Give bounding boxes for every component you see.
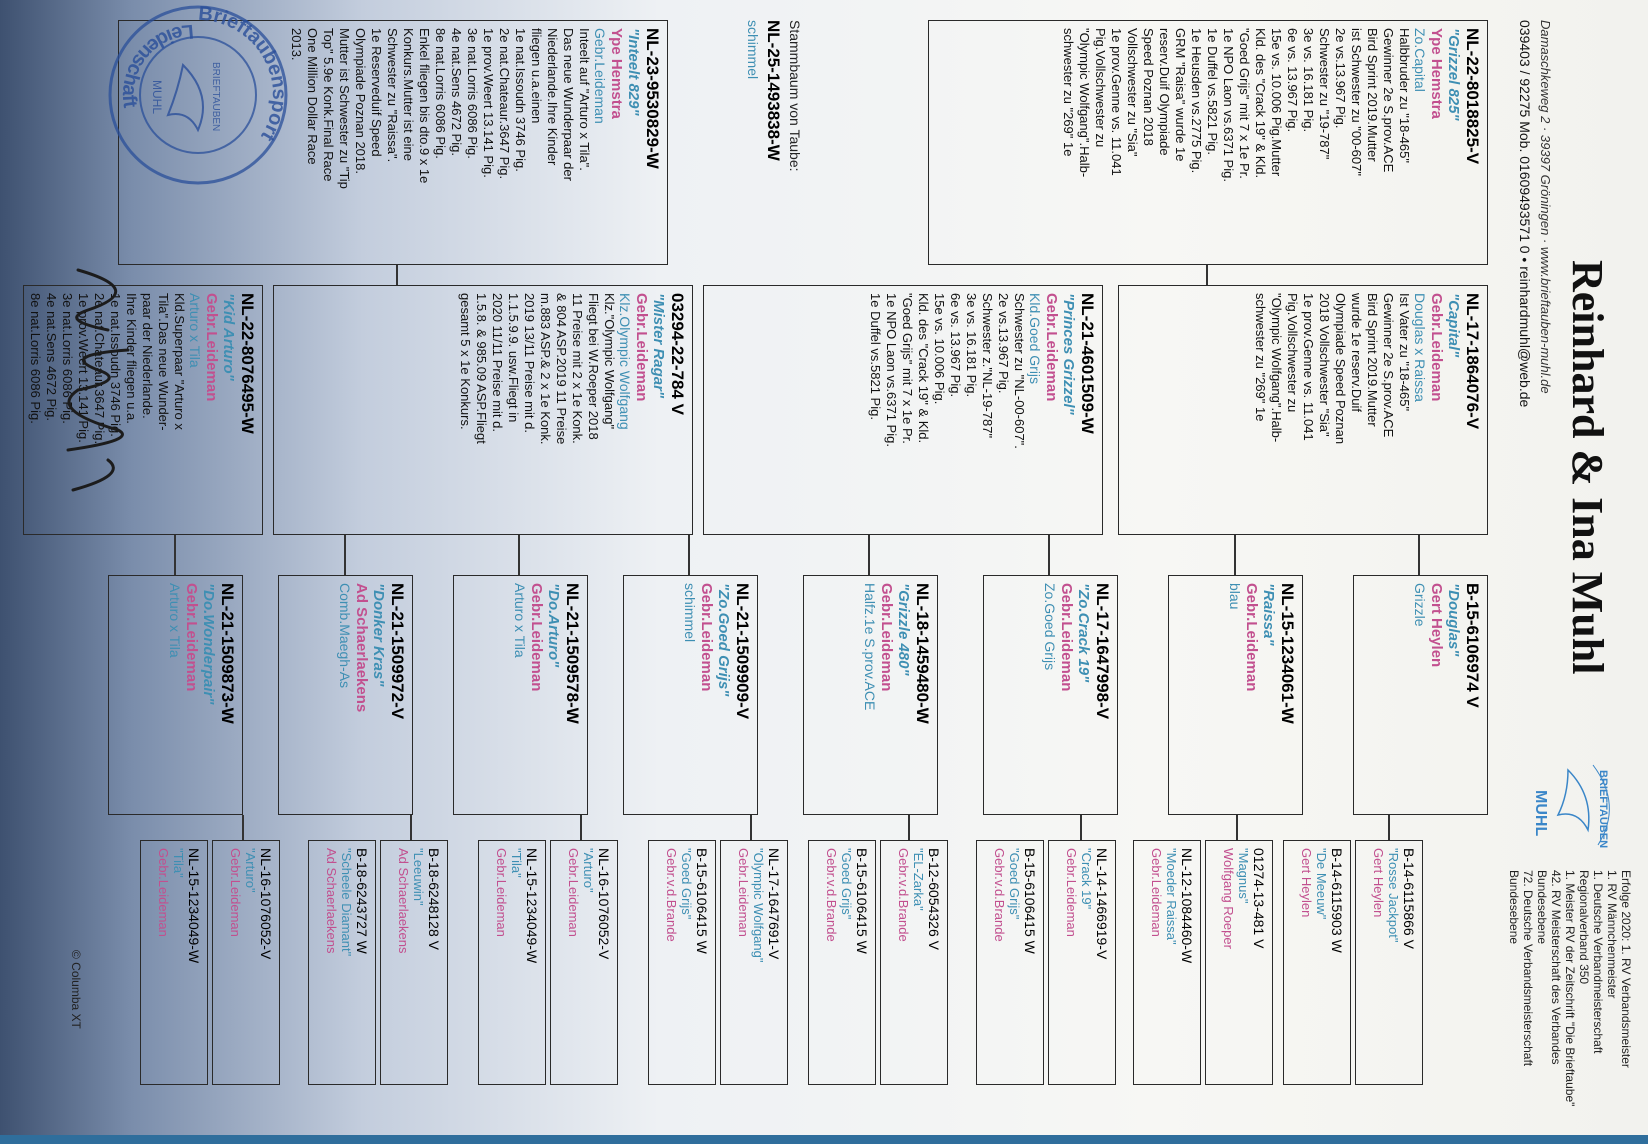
gen4-ring: NL-16-1076052-V <box>258 848 274 960</box>
gen3-ring: NL-21-1509873-W <box>218 583 237 724</box>
gen4-breeder: Gebr.Leideman <box>494 848 509 937</box>
connector-line <box>1419 535 1421 575</box>
gen4-breeder: Ad Schaerlaekens <box>396 848 411 954</box>
pigeon-logo-icon <box>1528 750 1628 860</box>
connector-line <box>345 535 347 575</box>
gen2-ring: NL-17-1864076-V <box>1463 293 1482 430</box>
dam-ring: NL-23-9530829-W <box>643 28 662 169</box>
gen4-box-4 <box>1133 840 1201 1085</box>
gen4-ring: B-15-6106415 W <box>694 848 710 954</box>
gen4-nickname: "Tila" <box>509 848 524 878</box>
gen3-box-7 <box>278 575 413 815</box>
gen4-ring: NL-15-1234049-W <box>524 848 540 964</box>
contact-line: 039403 / 92275 Mob. 01609493571 0 • reinhardmuhl@web.de <box>1517 20 1533 408</box>
gen4-breeder: Gert Heylen <box>1299 848 1314 918</box>
gen2-nickname: "Mister Ragar" <box>650 293 667 399</box>
connector-line <box>909 815 911 840</box>
gen2-box-3 <box>273 285 693 535</box>
copyright: © Columba XT <box>69 950 83 1029</box>
gen3-box-8 <box>108 575 243 815</box>
connector-line <box>243 815 245 840</box>
gen3-breeder: Gebr.Leideman <box>878 583 895 692</box>
gen4-box-10 <box>648 840 716 1085</box>
gen4-nickname: "Arturo" <box>243 848 258 893</box>
gen4-nickname: "Scheele Diamant" <box>339 848 354 957</box>
gen2-nickname: "Kid Arturo" <box>220 293 237 381</box>
gen4-ring: B-15-6106415 W <box>1022 848 1038 954</box>
address-line: Damaschkeweg 2 · 39397 Gröningen · www.brieftauben-muhl.de <box>1538 20 1553 394</box>
gen4-nickname: "Arturo" <box>581 848 596 893</box>
gen3-nickname: "Donker Kras" <box>370 583 387 687</box>
gen3-parents: Zo.Goed Grijs <box>1042 583 1058 671</box>
gen4-ring: B-14-6115903 W <box>1329 848 1345 953</box>
connector-line <box>1207 265 1209 285</box>
gen3-box-4 <box>803 575 938 815</box>
gen2-breeder: Gebr.Leideman <box>1043 293 1060 402</box>
connector-line <box>1049 535 1051 575</box>
success-list: Erfolge 2020: 1. RV Verbandsmeister 1. RV Männchenmeister 1. Deutsche Verbandmeisterschaft Regionalverband 350 1. Meister RV der Zeitschrift "Die Brieftaube" 42. RV Meisterschaft des Verbandes Bundesebene 72. Deutsche Verbandsmeisterschaft Bundesebene <box>1507 870 1633 1107</box>
gen3-ring: NL-21-1509578-W <box>563 583 582 724</box>
gen4-breeder: Ad Schaerlaekens <box>324 848 339 954</box>
club-stamp-icon <box>103 0 293 190</box>
gen2-parents: Klz.Olympic Wolfgang <box>617 293 633 430</box>
gen4-breeder: Gert Heylen <box>1371 848 1386 918</box>
gen2-breeder: Gebr.Leideman <box>1428 293 1445 402</box>
gen4-box-15 <box>212 840 280 1085</box>
connector-line <box>1389 815 1391 840</box>
connector-line <box>869 535 871 575</box>
connector-line <box>581 815 583 840</box>
gen2-parents: Kld.Goed Grijs <box>1027 293 1043 385</box>
gen3-box-6 <box>453 575 588 815</box>
gen4-box-5 <box>1048 840 1116 1085</box>
gen2-parents: Douglas x Raissa <box>1412 293 1428 402</box>
gen4-breeder: Gebr.Leideman <box>566 848 581 937</box>
connector-line <box>519 535 521 575</box>
gen4-box-6 <box>976 840 1044 1085</box>
connector-line <box>1081 815 1083 840</box>
gen4-box-7 <box>880 840 948 1085</box>
gen3-ring: NL-21-1509972-V <box>388 583 407 720</box>
gen4-nickname: "EL-Zarka" <box>911 848 926 911</box>
gen3-nickname: "Do.Arturo" <box>545 583 562 668</box>
connector-line <box>397 265 399 285</box>
gen3-box-1 <box>1353 575 1488 815</box>
sire-nickname: "Grizzel 825" <box>1445 28 1462 121</box>
gen2-notes: Kld.Superpaar "Arturo x Tila".Das neue Wunder- paar der Niederlande. Ihre Kinder fliegen u.a. 1e nat.Issoudn 3746 Pig. 2e nat.Chateaur.3647 Pig. 1e prov.Weert 13.141 Pig. 3e nat.Lorris 6086 Pig. 4e nat.Sens 4672 Pig. 8e nat.Lorris 6086 Pig. <box>28 293 187 445</box>
gen4-breeder: Gebr.v.d.Brande <box>824 848 839 942</box>
stamp-inner-text: BRIEFTAUBEN <box>210 62 221 132</box>
gen3-breeder: Ad Schaerlaekens <box>353 583 370 713</box>
gen2-notes: Schwester zu "NL-00-607". 2e vs.13.967 Pig. Schwester z."NL-19-787" 3e vs. 16.181 Pig. 6e vs. 13.967 Pig. 15e vs. 10.006 Pig. Kld. des "Crack 19" & Kld. "Goed Grijs" mit 7 x 1e Pr. 1e NPO Laon vs.6371 Pig. 1e Duffel vs.5821 Pig. <box>868 293 1027 449</box>
dam-notes: Inteelt auf "Arturo x Tila". Das neue Wunderpaar der Niederlande.Ihre Kinder fliegen u.a.einen 1e nat.Issoudn 3746 Pig. 2e nat.Chateaur.3647 Pig. 1e prov.Weert 13.141 Pig. 3e nat.Lorris 6086 Pig. 4e nat.Sens 4672 Pig. 8e nat.Lorris 6086 Pig. Enkel fliegen bis dto.9 x 1e Konkurs.Mutter ist eine Schwester zu "Raissa". 1e Reserveduif Speed Olympiade Poznan 2018. Mutter ist Schwester zu "Tip Top" 5.9e Konk.Final Race One Million Dollar Race 2013. <box>289 28 592 189</box>
gen4-breeder: Gebr.v.d.Brande <box>992 848 1007 942</box>
subject-box <box>745 20 918 260</box>
gen4-nickname: "Magnus" <box>1236 848 1251 904</box>
connector-line <box>1237 815 1239 840</box>
gen2-ring: NL-21-4601509-W <box>1078 293 1097 434</box>
gen4-ring: B-18-6248128 V <box>426 848 442 950</box>
sire-notes: Halbbruder zu "18-465" Gewinner 2e S.prov.ACE Bird Sprint 2019.Mutter ist Schwester zu "00-607" 2e vs.13.967 Pig. Schwester zu "19-787" 3e vs. 16.181 Pig. 6e vs. 13.967 Pig. 15e vs. 10.006 Pig.Mutter Kld. des "Crack 19" & Kld. "Goed Grijs" mit 7 x 1e Pr. 1e NPO Laon vs.6371 Pig. 1e Duffel vs.5821 Pig. 1e Heusden vs.2775 Pig. GRM "Raisa" wurde 1e reserv.Duif Olympiade Speed Poznan 2018 Vollschwester zu "Sia" 1e prov.Genne vs. 11.041 Pig.Vollschwester zu "Olympic Wolfgang".Halb- schwester zu "269" 1e <box>1061 28 1412 182</box>
gen2-parents: Arturo x Tila <box>187 293 203 368</box>
gen4-ring: NL-12-1084460-W <box>1179 848 1195 964</box>
gen2-box-1 <box>1118 285 1488 535</box>
gen4-breeder: Gebr.v.d.Brande <box>896 848 911 942</box>
gen4-nickname: "Moeder Raissa" <box>1164 848 1179 945</box>
gen4-ring: B-18-6243727 W <box>354 848 370 954</box>
gen3-nickname: "Douglas" <box>1445 583 1462 657</box>
gen4-nickname: "Goed Grijs" <box>679 848 694 920</box>
gen3-ring: NL-17-1647998-V <box>1093 583 1112 720</box>
gen4-breeder: Gebr.Leideman <box>736 848 751 937</box>
gen4-box-11 <box>550 840 618 1085</box>
gen4-breeder: Gebr.Leideman <box>228 848 243 937</box>
gen2-nickname: "Capital" <box>1445 293 1462 358</box>
gen4-nickname: "Tila" <box>171 848 186 878</box>
connector-line <box>411 815 413 840</box>
gen4-box-3 <box>1205 840 1273 1085</box>
gen4-box-1 <box>1355 840 1423 1085</box>
gen4-nickname: "De Meeuw" <box>1314 848 1329 920</box>
gen4-ring: NL-16-1076052-V <box>596 848 612 960</box>
stamp-inner-text-2: MUHL <box>150 80 164 115</box>
logo-text-top: BRIEFTAUBEN <box>1597 770 1609 849</box>
gen4-nickname: "Goed Grijs" <box>1007 848 1022 920</box>
connector-line <box>175 535 177 575</box>
gen2-notes: Ist Vater zu "18-465" Gewinner 2e S.prov.ACE Bird Sprint 2019.Mutter wurde 1e reserv.Duif Olympiade Speed Poznan 2018 Vollschwester "Sia" 1e prov.Genne vs. 11.041 Pig.Vollschwester zu "Olympic Wolfgang".Halb- schwester zu "269" 1e <box>1253 293 1412 445</box>
gen3-ring: NL-21-1509909-V <box>733 583 752 720</box>
gen4-box-2 <box>1283 840 1351 1085</box>
gen3-box-3 <box>983 575 1118 815</box>
gen4-nickname: "Olympic Wolfgang" <box>751 848 766 963</box>
gen3-parents: schimmel <box>682 583 698 643</box>
gen3-nickname: "Zo.Goed Grijs" <box>715 583 732 697</box>
subject-ring: NL-25-1493838-W <box>764 20 783 161</box>
gen3-breeder: Gebr.Leideman <box>1243 583 1260 692</box>
dam-nickname: "Inteelt 829" <box>625 28 642 116</box>
gen2-box-2 <box>703 285 1103 535</box>
gen4-breeder: Gebr.v.d.Brande <box>664 848 679 942</box>
gen3-nickname: "Do.Wonderpair" <box>200 583 217 705</box>
gen4-ring: B-15-6106415 W <box>854 848 870 954</box>
gen4-breeder: Gebr.Leideman <box>1149 848 1164 937</box>
signature-icon <box>28 260 168 500</box>
sire-parents: Zo.Capital <box>1412 28 1428 92</box>
gen4-nickname: "Rosse Jackpot" <box>1386 848 1401 943</box>
gen3-ring: NL-18-1459480-W <box>913 583 932 724</box>
gen4-nickname: "Leeuwin" <box>411 848 426 906</box>
gen3-breeder: Gert Heylen <box>1428 583 1445 668</box>
connector-line <box>689 535 691 575</box>
gen4-nickname: "Goed Grijs" <box>839 848 854 920</box>
gen4-ring: NL-15-1234049-W <box>186 848 202 964</box>
gen4-ring: 01274-13-481 V <box>1251 848 1267 949</box>
gen3-parents: Arturo x Tila <box>512 583 528 658</box>
dam-breeder: Ype Hemstra <box>608 28 625 119</box>
sire-breeder: Ype Hemstra <box>1428 28 1445 119</box>
gen4-box-12 <box>478 840 546 1085</box>
gen4-box-8 <box>808 840 876 1085</box>
gen3-breeder: Gebr.Leideman <box>528 583 545 692</box>
logo-text-bottom: MUHL <box>1532 790 1549 837</box>
stamp-text-top: Brieftaubensport <box>197 2 291 145</box>
gen3-box-5 <box>623 575 758 815</box>
gen3-ring: B-15-6106974 V <box>1463 583 1482 708</box>
gen4-ring: B-12-6054326 V <box>926 848 942 950</box>
gen2-notes: Klz."Olympic Wolfgang" Fliegt bei W.Roeper 2018 11 Preise mit 2 x 1e Konk. & 804 ASP.2019 11 Preise m.883 ASP.& 2 x 1e Konk. 2019 13/11 Preise mit d. 1.1.5.9.9. usw.Fliegt in 2020 11/11 Preise mit d. 1.5.8. & 985.09 ASP.Fliegt gesamt 5 x 1e Konkurs. <box>458 293 617 445</box>
gen4-breeder: Gebr.Leideman <box>1064 848 1079 937</box>
subject-color: schimmel <box>745 20 761 80</box>
gen2-breeder: Gebr.Leideman <box>633 293 650 402</box>
gen3-breeder: Gebr.Leideman <box>183 583 200 692</box>
gen4-ring: B-14-6115866 V <box>1401 848 1417 949</box>
gen2-ring: NL-22-8076495-W <box>238 293 257 434</box>
gen3-breeder: Gebr.Leideman <box>698 583 715 692</box>
gen3-parents: Halfz.1e S.prov.ACE <box>862 583 878 711</box>
gen3-parents: blau <box>1227 583 1243 610</box>
gen4-box-16 <box>140 840 208 1085</box>
gen4-breeder: Wolfgang Roeper <box>1221 848 1236 949</box>
page-title: Reinhard & Ina Muhl <box>1563 260 1612 675</box>
connector-line <box>751 815 753 840</box>
gen2-breeder: Gebr.Leideman <box>203 293 220 402</box>
connector-line <box>1235 535 1237 575</box>
gen4-box-13 <box>380 840 448 1085</box>
gen2-nickname: "Princes Grizzel" <box>1060 293 1077 415</box>
gen3-ring: NL-15-1234061-W <box>1278 583 1297 724</box>
sire-box <box>928 20 1488 265</box>
gen4-box-9 <box>720 840 788 1085</box>
pedigree-caption: Stammbaum von Taube: <box>787 20 803 172</box>
gen3-parents: Grizzle <box>1412 583 1428 627</box>
sire-ring: NL-22-8018825-V <box>1463 28 1482 165</box>
gen3-box-2 <box>1168 575 1303 815</box>
gen3-parents: Arturo x Tila <box>167 583 183 658</box>
gen3-nickname: "Raissa" <box>1260 583 1277 646</box>
gen4-nickname: "Crack 19" <box>1079 848 1094 910</box>
gen3-parents: Comb.Maegh-As <box>337 583 353 689</box>
gen4-box-14 <box>308 840 376 1085</box>
stamp-text-bottom: Leidenschaft <box>117 19 195 110</box>
dam-parents: Gebr.Leideman <box>592 28 608 124</box>
gen2-ring: 03294-22-784 V <box>668 293 687 415</box>
gen3-nickname: "Zo.Crack 19" <box>1075 583 1092 683</box>
gen3-nickname: "Grizzle 480" <box>895 583 912 676</box>
gen4-ring: NL-17-1647691-V <box>766 848 782 960</box>
gen4-breeder: Gebr.Leideman <box>156 848 171 937</box>
gen3-breeder: Gebr.Leideman <box>1058 583 1075 692</box>
bottom-bar <box>0 1135 1648 1144</box>
gen4-ring: NL-14-1466919-V <box>1094 848 1110 960</box>
